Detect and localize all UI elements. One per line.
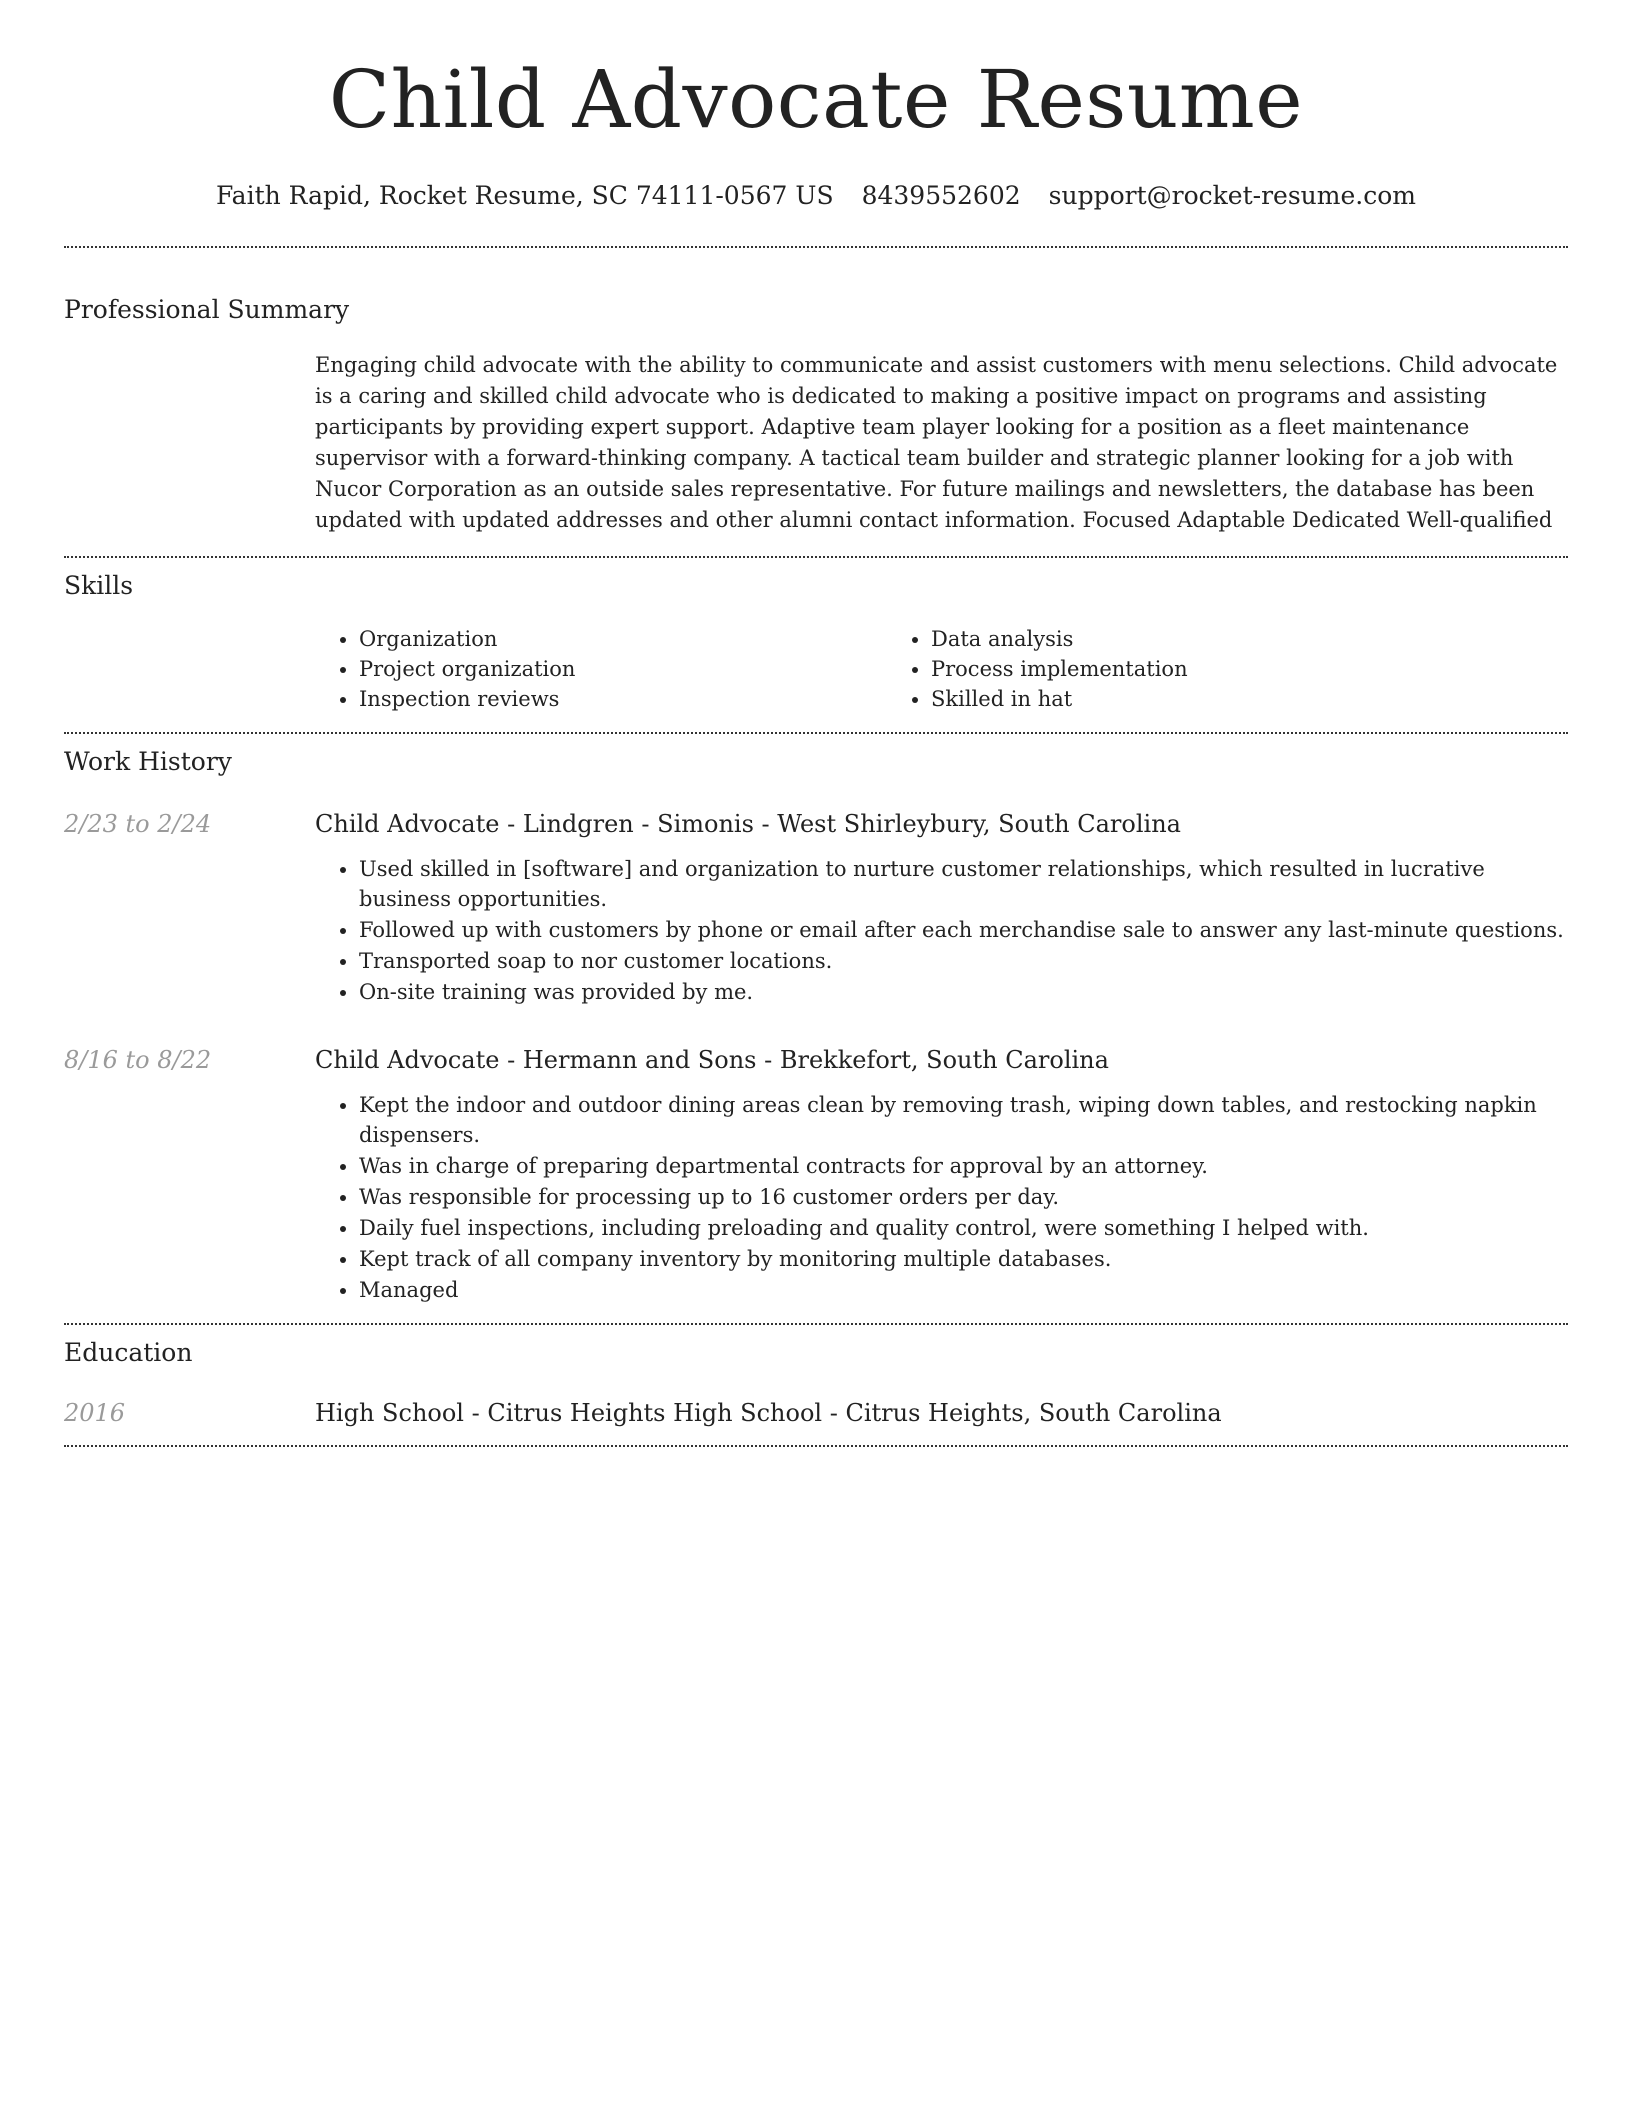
- skills-list-right: [887, 624, 1459, 714]
- contact-address: Faith Rapid, Rocket Resume, SC 74111-0567 US: [216, 181, 834, 210]
- skills-grid: [315, 624, 1568, 714]
- summary-heading: Professional Summary: [64, 295, 350, 324]
- contact-line: [64, 180, 1568, 212]
- work-entry: [64, 1044, 1568, 1323]
- work-entry-body: [315, 808, 1568, 1008]
- divider: [64, 246, 1568, 248]
- contact-phone: 8439552602: [861, 181, 1021, 210]
- skill-item: • Process implementation: [931, 654, 1459, 684]
- education-year: 2016: [64, 1399, 126, 1427]
- skills-list-left: [315, 624, 887, 714]
- work-entry-title: Child Advocate - Lindgren - Simonis - West Shirleybury, South Carolina: [315, 810, 1181, 838]
- work-entry-bullets: [315, 1090, 1568, 1305]
- contact-email: support@rocket-resume.com: [1048, 181, 1416, 210]
- education-title: High School - Citrus Heights High School - Citrus Heights, South Carolina: [315, 1399, 1222, 1427]
- work-entry-body: [315, 1044, 1568, 1323]
- work-entry-dates: 2/23 to 2/24: [64, 810, 212, 838]
- education-body: [315, 1397, 1568, 1429]
- bullet-item: • Followed up with customers by phone or email after each merchandise sale to answer any last-minute questions.: [359, 915, 1568, 945]
- divider: [64, 556, 1568, 558]
- bullet-item: • Transported soap to nor customer locations.: [359, 946, 1568, 976]
- bullet-item: • Kept track of all company inventory by monitoring multiple databases.: [359, 1244, 1568, 1274]
- skill-item: • Organization: [359, 624, 887, 654]
- divider: [64, 1445, 1568, 1447]
- bullet-item: • Daily fuel inspections, including preloading and quality control, were something I helped with.: [359, 1213, 1568, 1243]
- bullet-item: • Used skilled in [software] and organization to nurture customer relationships, which resulted in lucrative business opportunities.: [359, 854, 1568, 914]
- bullet-item: • Was responsible for processing up to 16 customer orders per day.: [359, 1182, 1568, 1212]
- bullet-item: • Kept the indoor and outdoor dining areas clean by removing trash, wiping down tables, and restocking napkin dispensers.: [359, 1090, 1568, 1150]
- skill-item: • Inspection reviews: [359, 684, 887, 714]
- work-entry-title: Child Advocate - Hermann and Sons - Brekkefort, South Carolina: [315, 1046, 1109, 1074]
- work-history-heading: Work History: [64, 747, 232, 776]
- bullet-item: • On-site training was provided by me.: [359, 977, 1568, 1007]
- summary-text: Engaging child advocate with the ability to communicate and assist customers with menu selections. Child advocate is a caring and skilled child advocate who is dedicated to making a positive impact on programs and assisting participants by providing expert support. Adaptive team player looking for a position as a fleet maintenance supervisor with a forward-thinking company. A tactical team builder and strategic planner looking for a job with Nucor Corporation as an outside sales representative. For future mailings and newsletters, the database has been updated with updated addresses and other alumni contact information. Focused Adaptable Dedicated Well-qualified: [315, 353, 1558, 532]
- bullet-item: • Managed: [359, 1275, 1568, 1305]
- skill-item: • Skilled in hat: [931, 684, 1459, 714]
- work-entry-bullets: [315, 854, 1568, 1007]
- skills-heading: Skills: [64, 571, 134, 600]
- education-heading: Education: [64, 1338, 193, 1367]
- work-entry: [64, 808, 1568, 1008]
- divider: [64, 1323, 1568, 1325]
- bullet-item: • Was in charge of preparing departmental contracts for approval by an attorney.: [359, 1151, 1568, 1181]
- skill-item: • Project organization: [359, 654, 887, 684]
- education-entry: [64, 1397, 1568, 1429]
- work-entry-dates: 8/16 to 8/22: [64, 1046, 212, 1074]
- divider: [64, 732, 1568, 734]
- skill-item: • Data analysis: [931, 624, 1459, 654]
- resume-title: Child Advocate Resume: [328, 53, 1304, 146]
